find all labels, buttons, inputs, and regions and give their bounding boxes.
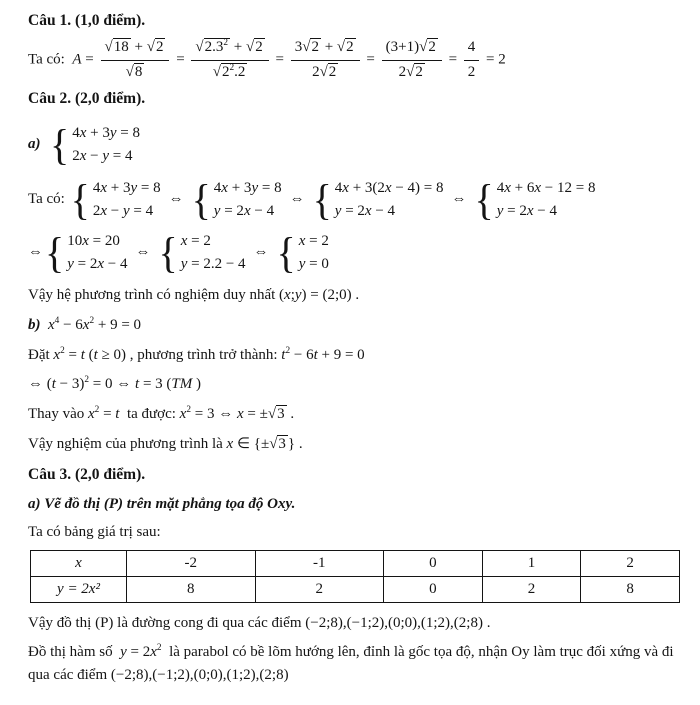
cau3a-heading: a) Vẽ đồ thị (P) trên mặt phẳng tọa độ Oxy. [28,495,296,512]
table-row-y [31,577,680,603]
cau2b-step3: Thay vào $x^2 = t$ ta được: $x^2 = 3$ ⇔ x = ±√3 . [28,405,295,422]
cau3-heading: Câu 3. (2,0 điểm). [28,465,146,483]
cau2a-step1: Ta có: { 4x + 3y = 8 2x − y = 4 ⇔ { 4x + 3y = 8 y = 2x − 4 ⇔ { 4x + 3(2x − 4) = 8 y = 2x − 4 ⇔ { 4x + 6x − 12 = 8 y = 2x − 4 [28,174,596,224]
cau1-solution: Ta có: A = $\frac{√18 + √2}{√8}$ = $\frac{√2.3^2 + √2}{√2^2.2}$ = $\frac{3√2 + √2}{2√2}$ = $\frac{(3+1)√2}{2√2}$ = $\frac{4}{2}$ = 2 [28,38,506,80]
table-cell: -1 [255,551,384,577]
table-cell: 8 [581,577,680,603]
cau2a-step2: ⇔ { 10x = 20 y = 2x − 4 ⇔ { x = 2 y = 2.2 − 4 ⇔ { x = 2 y = 0 [28,227,329,277]
table-cell: -2 [127,551,256,577]
table-cell: 1 [482,551,581,577]
table-cell: x [31,551,127,577]
value-table [30,550,680,603]
table-cell: 8 [127,577,256,603]
table-cell: 2 [482,577,581,603]
cau3-table-intro: Ta có bảng giá trị sau: [28,524,161,541]
table-cell: 0 [384,577,483,603]
cau2b-step2: ⇔ $(t - 3)^2 = 0$ ⇔ t = 3 (TM ) [28,375,201,393]
cau2-heading: Câu 2. (2,0 điểm). [28,90,146,107]
cau2a-problem: a) { 4x + 3y = 8 2x − y = 4 [28,119,140,169]
table-cell: 2 [581,551,680,577]
cau3-conclusion: Vậy đồ thị (P) là đường cong đi qua các điểm (−2;8),(−1;2),(0;0),(1;2),(2;8) . [28,615,491,631]
cau2b-problem: b) $x^4 - 6x^2 + 9 = 0$ [28,315,142,333]
cau2b-step1: Đặt $x^2 = t$ (t ≥ 0) , phương trình trở thành: $t^2 - 6t + 9 = 0$ [28,345,365,363]
table-cell: 2 [255,577,384,603]
table-cell: 0 [384,551,483,577]
cau2a-conclusion: Vậy hệ phương trình có nghiệm duy nhất (x;y) = (2;0) . [28,287,360,303]
cau1-heading: Câu 1. (1,0 điểm). [28,12,146,29]
cau3-description: Đồ thị hàm số $y = 2x^2$ là parabol có bề lõm hướng lên, đỉnh là gốc tọa độ, nhận Oy làm trục đối xứng và đi qua các điểm (−2;8),(−1;2),(0;0),(1;2),(2;8) [28,642,674,683]
cau2b-conclusion: Vậy nghiệm của phương trình là x ∈ {±√3 } . [28,435,303,452]
table-cell: y = 2x² [31,577,127,603]
table-row-x [31,551,680,577]
